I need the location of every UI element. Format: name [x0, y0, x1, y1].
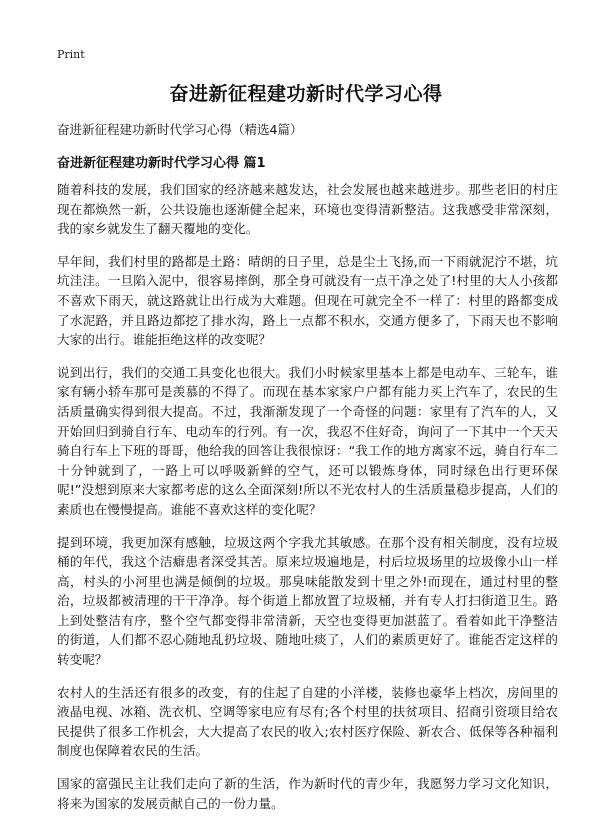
paragraph: 农村人的生活还有很多的改变，有的住起了自建的小洋楼，装修也豪华上档次，房间里的液晶电视、冰箱、洗衣机、空调等家电应有尽有;各个村里的扶贫项目、招商引资项目给农民提供了很多工作机会，大大提高了农民的收入;农村医疗保险、新农合、低保等各种福利制度也保障着农民的生活。	[57, 684, 558, 759]
paragraph: 说到出行，我们的交通工具变化也很大。我们小时候家里基本上都是电动车、三轮车，谁家有辆小轿车那可是羡慕的不得了。而现在基本家家户户都有能力买上汽车了，农民的生活质量确实得到很大提高。不过，我渐渐发现了一个奇怪的问题：家里有了汽车的人，又开始回归到骑自行车、电动车的行列。有一次，我忍不住好奇，询问了一下其中一个天天骑自行车上下班的哥哥，他给我的回答让我很惊讶：“我工作的地方离家不远，骑自行车二十分钟就到了，一路上可以呼吸新鲜的空气，还可以锻炼身体，同时绿色出行更环保呢!”没想到原来大家都考虑的这么全面深刻!所以不光农村人的生活质量稳步提高，人们的素质也在慢慢提高。谁能不喜欢这样的变化呢？	[57, 364, 558, 517]
paragraph: 提到环境，我更加深有感触，垃圾这两个字我尤其敏感。在那个没有相关制度，没有垃圾桶的年代，我这个洁癖患者深受其苦。原来垃圾遍地是，村后垃圾场里的垃圾像小山一样高，村头的小河里也满是倾倒的垃圾。那臭味能散发到十里之外!而现在，通过村里的整治，垃圾都被清理的干干净净。每个街道上都放置了垃圾桶，并有专人打扫街道卫生。路上到处整洁有序，整个空气都变得非常清新，天空也变得更加湛蓝了。看着如此干净整洁的街道，人们都不忍心随地乱扔垃圾、随地吐痰了，人们的素质更好了。谁能否定这样的转变呢？	[57, 534, 558, 668]
document-body	[57, 180, 558, 826]
paragraph: 早年间，我们村里的路都是土路：晴朗的日子里，总是尘土飞扬,而一下雨就泥泞不堪，坑坑洼洼。一旦陷入泥中，很容易摔倒，那全身可就没有一点干净之处了!村里的大人小孩都不喜欢下雨天，就这路就让出行成为大难题。但现在可就完全不一样了：村里的路都变成了水泥路，并且路边都挖了排水沟，路上一点都不积水，交通方便多了，下雨天也不影响大家的出行。谁能拒绝这样的改变呢？	[57, 253, 558, 348]
document-subtitle: 奋进新征程建功新时代学习心得（精选4篇）	[57, 122, 303, 137]
paragraph: 国家的富强民主让我们走向了新的生活，作为新时代的青少年，我愿努力学习文化知识，将来为国家的发展贡献自己的一份力量。	[57, 776, 558, 811]
paragraph: 随着科技的发展，我们国家的经济越来越发达，社会发展也越来越进步。那些老旧的村庄现在都焕然一新，公共设施也逐渐健全起来，环境也变得清新整洁。这我感受非常深刻，我的家乡就发生了翻天覆地的变化。	[57, 182, 558, 237]
section-heading: 奋进新征程建功新时代学习心得 篇1	[57, 156, 266, 171]
document-title: 奋进新征程建功新时代学习心得	[169, 83, 443, 105]
print-label: Print	[57, 48, 85, 61]
